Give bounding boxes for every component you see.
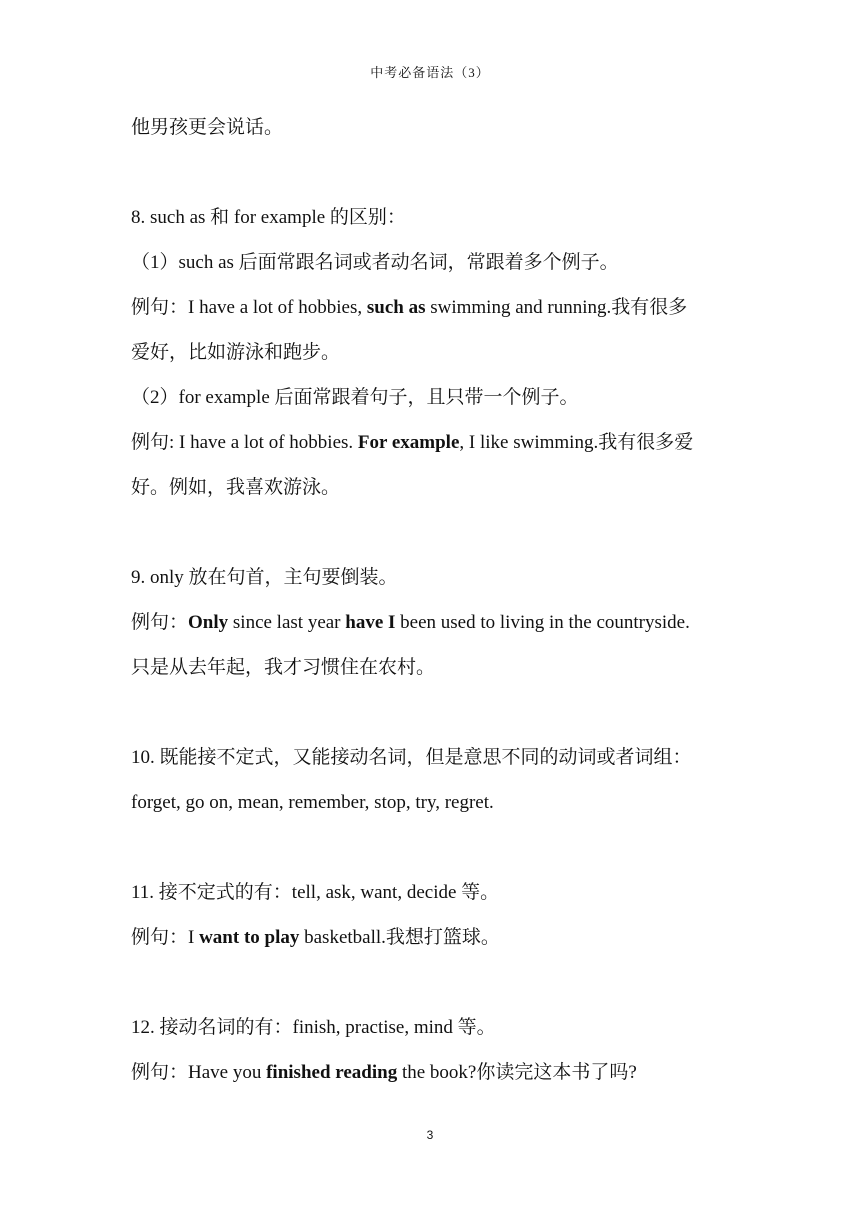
example-sentence — [131, 431, 693, 455]
highlight-phrase: want to play — [199, 927, 300, 948]
text-line: 他男孩更会说话。 — [131, 117, 284, 138]
highlight-phrase: finished reading — [266, 1062, 398, 1083]
section-heading-11: 11. 接不定式的有：tell, ask, want, decide 等。 — [131, 882, 500, 903]
text-line: （1）such as 后面常跟名词或者动名词，常跟着多个例子。 — [131, 252, 619, 273]
text-line: forget, go on, mean, remember, stop, try, regret. — [131, 792, 494, 813]
example-text: the book?你读完这本书了吗? — [397, 1062, 637, 1083]
example-text: , I like swimming.我有很多爱 — [459, 432, 694, 453]
section-heading-8: 8. such as 和 for example 的区别： — [131, 207, 406, 228]
section-heading-9: 9. only 放在句首，主句要倒装。 — [131, 567, 398, 588]
example-text: 例句：I — [131, 927, 200, 948]
highlight-phrase: Only — [188, 612, 229, 633]
highlight-phrase: have I — [345, 612, 396, 633]
text-line: 只是从去年起，我才习惯住在农村。 — [131, 657, 436, 678]
text-line: 好。例如，我喜欢游泳。 — [131, 477, 341, 498]
section-heading-12: 12. 接动名词的有：finish, practise, mind 等。 — [131, 1017, 496, 1038]
example-text: basketball.我想打篮球。 — [299, 927, 500, 948]
highlight-phrase: such as — [366, 297, 426, 318]
text-line: （2）for example 后面常跟着句子，且只带一个例子。 — [131, 387, 579, 408]
example-text: 例句: I have a lot of hobbies. — [131, 432, 358, 453]
example-text: 例句： — [131, 612, 189, 633]
example-sentence — [131, 1061, 637, 1085]
example-sentence — [131, 926, 500, 950]
example-sentence — [131, 296, 687, 320]
text-line: 爱好，比如游泳和跑步。 — [131, 342, 341, 363]
page-header-title: 中考必备语法（3） — [370, 65, 490, 80]
page-number: 3 — [426, 1128, 434, 1142]
example-text: since last year — [228, 612, 346, 633]
example-sentence — [131, 611, 690, 635]
section-heading-10: 10. 既能接不定式，又能接动名词，但是意思不同的动词或者词组： — [131, 747, 692, 768]
example-text: 例句：I have a lot of hobbies, — [131, 297, 367, 318]
example-text: 例句：Have you — [131, 1062, 267, 1083]
example-text: swimming and running.我有很多 — [425, 297, 688, 318]
highlight-phrase: For example — [357, 432, 460, 453]
example-text: been used to living in the countryside. — [395, 612, 690, 633]
